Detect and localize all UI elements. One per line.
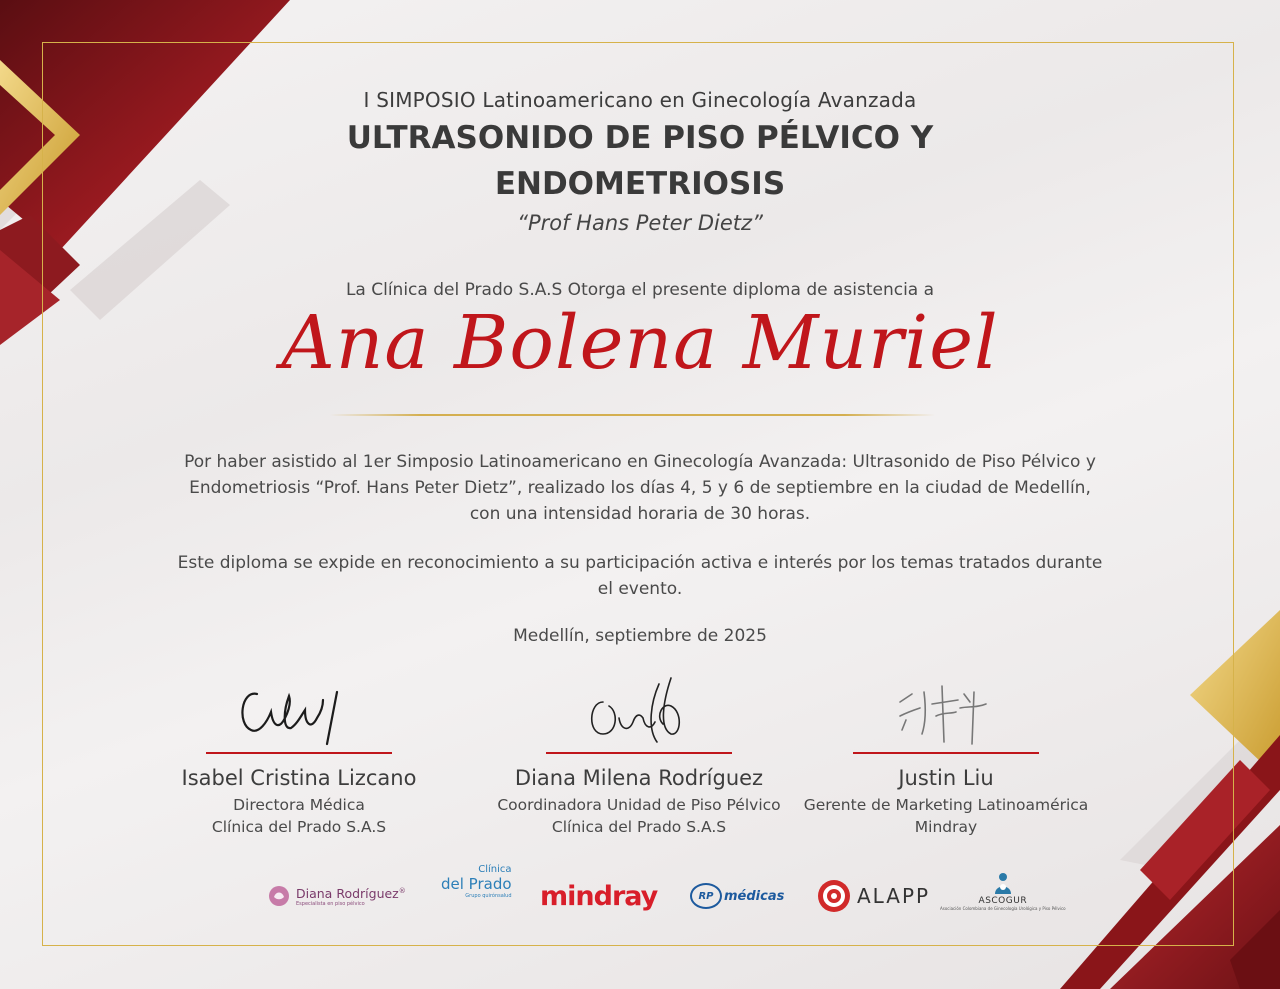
signature-line <box>853 752 1039 754</box>
signatory-role: Coordinadora Unidad de Piso Pélvico <box>497 796 781 814</box>
recognition-text <box>0 550 1280 602</box>
seal-icon <box>817 879 851 913</box>
signature-block <box>139 672 459 838</box>
signature-line <box>546 752 732 754</box>
logo-clinica-del-prado <box>441 864 512 916</box>
honoree-name: “Prof Hans Peter Dietz” <box>517 211 763 235</box>
signature-block <box>479 672 799 838</box>
signature-block <box>786 672 1106 838</box>
logo-text: ASCOGUR <box>978 896 1028 906</box>
logo-tagline: Asociación Colombiana de Ginecología Urológica y Piso Pélvico <box>940 906 1066 911</box>
signatory-name: Isabel Cristina Lizcano <box>181 766 417 790</box>
logo-text: Clínica <box>478 864 512 875</box>
logo-mindray <box>540 870 657 922</box>
rp-badge-icon: RP <box>690 883 722 909</box>
event-title-line1: ULTRASONIDO DE PISO PÉLVICO Y <box>346 120 934 156</box>
grant-statement: La Clínica del Prado S.A.S Otorga el presente diploma de asistencia a <box>345 280 935 300</box>
logo-text: médicas <box>724 888 785 904</box>
logo-text: Diana Rodríguez <box>296 885 399 901</box>
attendance-line: Endometriosis “Prof. Hans Peter Dietz”, realizado los días 4, 5 y 6 de septiembre en la ciudad de Medellín, <box>189 478 1091 498</box>
logo-tagline: Especialista en piso pélvico <box>296 900 365 907</box>
logo-mark: ® <box>398 886 406 895</box>
signatory-org: Clínica del Prado S.A.S <box>551 818 727 836</box>
logo-text: ALAPP <box>857 884 931 908</box>
recognition-line: Este diploma se expide en reconocimiento a su participación activa e interés por los temas tratados durante <box>177 553 1103 573</box>
logo-rp-medicas <box>690 870 784 922</box>
logo-ascogur <box>940 872 1066 924</box>
attendance-line: Por haber asistido al 1er Simposio Latinoamericano en Ginecología Avanzada: Ultrasonido de Piso Pélvico y <box>184 452 1096 472</box>
figure-icon <box>992 872 1014 896</box>
signatory-org: Clínica del Prado S.A.S <box>211 818 387 836</box>
name-underline <box>330 414 935 416</box>
recognition-line: el evento. <box>597 579 683 599</box>
attendance-line: con una intensidad horaria de 30 horas. <box>469 504 811 524</box>
signature-line <box>206 752 392 754</box>
logo-diana-rodriguez <box>268 870 406 922</box>
place-date: Medellín, septiembre de 2025 <box>513 626 767 646</box>
logo-text: mindray <box>540 880 658 912</box>
signatory-role: Gerente de Marketing Latinoamérica <box>803 796 1089 814</box>
attendance-text <box>0 449 1280 527</box>
handwritten-signature <box>559 672 719 752</box>
signatory-name: Justin Liu <box>898 766 994 790</box>
handwritten-signature <box>219 672 379 752</box>
signatory-org: Mindray <box>914 818 978 836</box>
lotus-icon <box>268 885 290 907</box>
recipient-name: Ana Bolena Muriel <box>281 300 999 386</box>
event-title-line2: ENDOMETRIOSIS <box>494 166 786 202</box>
logo-alapp <box>817 870 930 922</box>
handwritten-signature <box>866 672 1026 752</box>
signatory-name: Diana Milena Rodríguez <box>514 766 764 790</box>
logo-tagline: Grupo quirónsalud <box>465 893 512 899</box>
logo-text: del Prado <box>441 875 512 893</box>
signatory-role: Directora Médica <box>233 796 365 814</box>
event-subtitle: I SIMPOSIO Latinoamericano en Ginecología Avanzada <box>363 88 917 112</box>
